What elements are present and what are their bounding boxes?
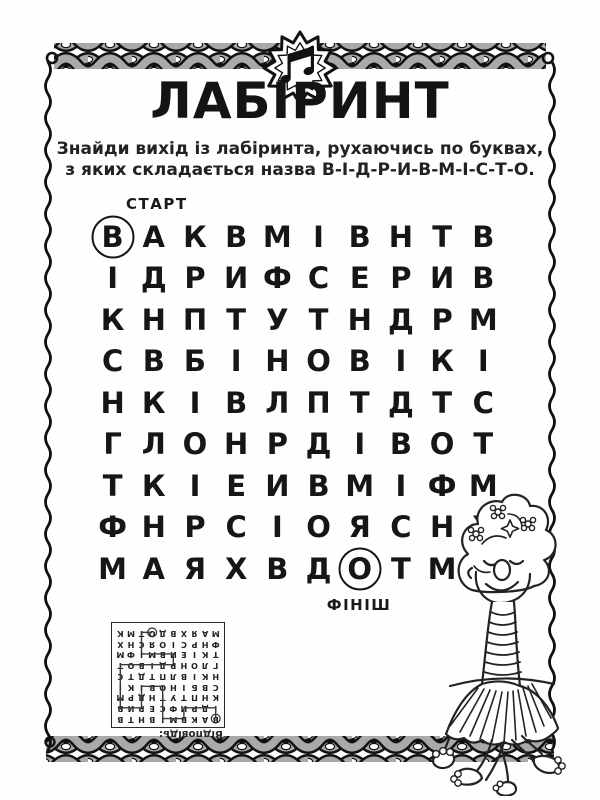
grid-cell: Б [191,682,198,692]
grid-cell: Т [128,715,134,724]
grid-cell: И [265,468,290,503]
grid-cell: О [148,628,156,638]
grid-cell: С [225,510,247,545]
grid-cell: В [180,671,187,681]
grid-cell: І [313,219,324,254]
grid-cell: Н [148,693,156,703]
grid-cell: М [468,302,498,337]
grid-cell: У [170,693,177,703]
grid-cell: К [430,344,454,379]
grid-cell: Р [266,427,288,462]
grid-cell: І [150,661,154,671]
grid-cell: Р [191,639,198,649]
grid-cell: І [140,682,144,692]
grid-cell: В [92,216,133,258]
grid-cell: В [472,261,495,296]
grid-cell: Т [117,661,124,671]
grid-cell: О [159,639,167,649]
grid-cell: Д [140,261,167,296]
grid-cell: Н [127,639,135,649]
grid-cell: Н [169,682,177,692]
grid-cell: Ф [427,468,457,503]
grid-cell: М [345,468,375,503]
grid-cell: И [127,704,135,714]
grid-cell: С [472,385,494,420]
answer-key-box [111,622,225,728]
grid-cell: Т [160,693,166,703]
instructions [0,139,600,181]
grid-cell: Е [349,261,370,296]
start-label: СТАРТ [126,195,188,213]
grid-cell: П [306,385,331,420]
grid-cell: Р [184,261,206,296]
grid-cell: О [159,682,167,692]
grid-cell: І [395,468,407,503]
grid-cell: К [201,671,209,681]
grid-cell: Ф [169,704,178,714]
grid-cell: У [266,302,289,337]
grid-cell: И [224,261,249,296]
grid-cell: Б [183,344,207,379]
troll-character-illustration [412,490,598,796]
finish-label: ФІНІШ [326,596,392,614]
grid-cell: Р [184,510,206,545]
grid-cell: Н [429,510,455,545]
page-title: ЛАБІРИНТ [150,72,450,130]
grid-cell: С [212,682,219,692]
grid-cell: Т [432,219,452,254]
grid-cell: Т [308,302,329,337]
grid-cell: Н [141,510,166,545]
grid-cell: С [138,639,145,649]
grid-cell: Д [159,661,167,671]
grid-cell: В [159,650,166,660]
grid-cell: Я [183,551,207,586]
grid-cell: І [189,385,201,420]
grid-cell: М [126,628,135,638]
grid-cell: Т [432,385,452,420]
grid-cell: Т [473,427,494,462]
grid-cell: В [149,715,156,724]
grid-cell: І [214,704,218,714]
grid-cell: О [306,344,331,379]
grid-cell: Т [138,628,145,638]
grid-cell: В [202,682,209,692]
grid-cell: К [183,219,207,254]
grid-cell: Я [348,510,371,545]
grid-cell: С [307,261,330,296]
grid-cell: В [117,715,124,724]
grid-row [92,216,506,258]
grid-cell: Н [224,427,249,462]
grid-cell: А [142,219,165,254]
grid-row [92,424,506,466]
grid-cell: Р [128,693,134,703]
grid-row [92,382,506,424]
grid-cell: Д [137,671,146,681]
grid-cell: Ф [262,261,292,296]
grid-cell: В [307,468,330,503]
grid-cell: Т [149,671,155,681]
grid-cell: Р [390,261,412,296]
grid-cell: К [201,650,209,660]
grid-cell: І [193,671,197,681]
grid-cell: Н [347,302,372,337]
grid-cell: Я [191,628,198,638]
grid-cell: Д [159,628,167,638]
grid-cell: П [182,302,208,337]
grid-cell: С [159,704,166,714]
grid-cell: Л [170,671,177,681]
grid-cell: Р [138,704,145,714]
grid-cell: П [191,693,198,703]
grid-cell: В [170,628,177,638]
grid-cell: О [127,661,135,671]
answer-key-label: Відповідь: [158,728,223,740]
grid-cell: П [159,671,167,681]
grid-cell: Г [213,661,219,671]
grid-cell: Р [170,661,177,671]
grid-cell: М [262,219,292,254]
grid-cell: В [266,551,289,586]
grid-cell: Ф [126,650,135,660]
grid-cell: М [116,693,125,703]
grid-cell: В [348,344,371,379]
grid-cell: К [212,693,219,703]
grid-cell: Т [226,302,247,337]
grid-cell: Н [141,302,166,337]
grid-cell: І [395,344,407,379]
grid-cell: І [189,468,201,503]
grid-cell: К [117,628,124,638]
grid-cell: Н [201,639,209,649]
answer-key-path [115,627,221,724]
grid-cell: І [193,650,197,660]
grid-cell: О [306,510,331,545]
grid-cell: І [230,344,242,379]
grid-cell: Т [181,693,187,703]
grid-cell: Х [180,628,188,638]
grid-cell: А [202,715,209,724]
grid-cell: І [354,427,366,462]
grid-row [92,258,506,300]
grid-cell: Н [201,693,209,703]
grid-cell: І [171,639,175,649]
grid-cell: В [225,219,248,254]
grid-cell: О [429,427,455,462]
grid-cell: М [468,468,498,503]
grid-cell: Н [100,385,125,420]
grid-cell: К [100,302,125,337]
grid-cell: И [429,261,455,296]
grid-cell: И [169,650,177,660]
grid-cell: Т [102,468,123,503]
grid-cell: Е [226,468,247,503]
grid-cell: І [182,682,186,692]
grid-cell: Е [181,650,187,660]
grid-cell: С [180,639,187,649]
grid-cell: С [101,344,124,379]
grid-cell: В [212,715,219,724]
grid-cell: В [142,344,165,379]
grid-cell: Ф [211,639,220,649]
grid-cell: Т [212,650,219,660]
grid-cell: Н [138,715,145,724]
grid-row [92,341,506,383]
grid-cell: М [427,551,457,586]
grid-cell: Р [191,704,198,714]
grid-cell: И [180,704,188,714]
grid-cell: І [271,510,283,545]
instructions-line-1: Знайди вихід із лабіринта, рухаючись по буквах, [56,139,544,159]
grid-cell: К [141,468,166,503]
grid-cell: К [141,385,166,420]
grid-cell: Д [387,302,414,337]
grid-cell: Р [431,302,453,337]
grid-cell: Я [149,639,156,649]
grid-cell: Н [388,219,414,254]
grid-cell: С [117,671,124,681]
grid-cell: В [138,661,145,671]
grid-cell: Л [201,661,209,671]
grid-cell: Л [265,385,290,420]
grid-cell: М [211,628,220,638]
grid-cell: Е [149,704,155,714]
grid-cell: О [191,661,198,671]
grid-cell: Д [305,551,332,586]
grid-cell: К [191,715,198,724]
grid-cell: К [127,682,135,692]
grid-row [92,299,506,341]
grid-cell: В [225,385,248,420]
grid-cell: М [169,715,178,724]
grid-cell: Т [128,671,134,681]
grid-cell: Д [305,427,332,462]
grid-cell: Г [103,427,122,462]
grid-cell: М [98,551,128,586]
grid-cell: Н [180,661,188,671]
instructions-line-2: з яких складається назва В-І-Д-Р-И-В-М-І-С-Т-О. [65,160,535,180]
grid-cell: Ф [98,510,127,545]
grid-cell: Х [117,639,124,649]
grid-cell: І [118,682,122,692]
grid-cell: В [117,704,124,714]
grid-cell: С [390,510,412,545]
grid-cell: О [339,548,380,590]
grid-cell: В [389,427,412,462]
grid-cell: В [348,219,371,254]
grid-cell: Н [265,344,290,379]
grid-cell: Х [224,551,248,586]
grid-cell: Д [137,693,146,703]
grid-cell: В [149,682,156,692]
grid-cell: Д [387,385,414,420]
grid-cell: В [472,219,495,254]
grid-cell: А [142,551,165,586]
grid-cell: Л [141,427,166,462]
grid-cell: І [477,344,489,379]
grid-cell: Т [349,385,370,420]
grid-cell: І [107,261,118,296]
grid-cell: Н [212,671,220,681]
grid-cell: Т [391,551,411,586]
grid-cell: М [116,650,125,660]
grid-cell: А [202,628,209,638]
grid-cell: І [161,715,165,724]
grid-cell: В [180,715,187,724]
grid-cell: М [148,650,157,660]
grid-cell: О [182,427,208,462]
grid-cell: І [140,650,144,660]
grid-cell: Д [201,704,209,714]
